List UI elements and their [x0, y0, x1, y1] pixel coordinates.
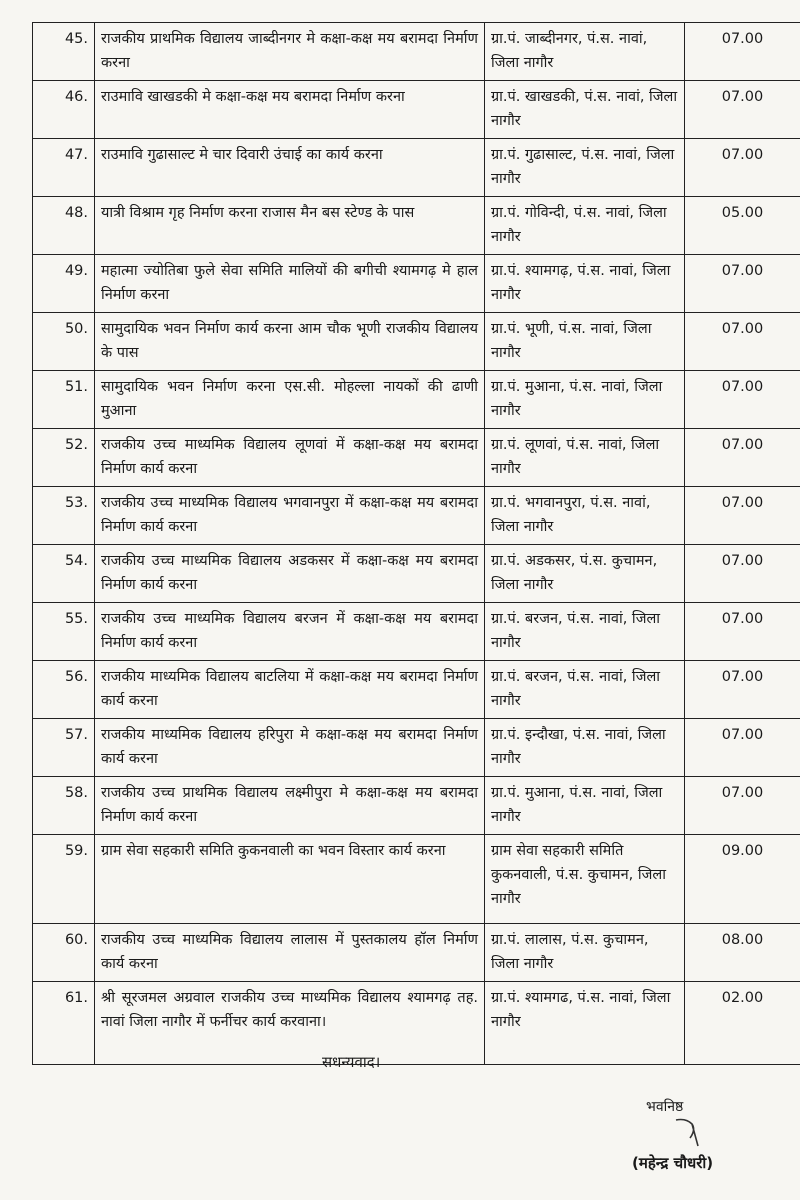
work-description: राउमावि गुढासाल्ट मे चार दिवारी उंचाई का कार्य करना [95, 139, 485, 197]
work-description: राजकीय उच्च माध्यमिक विद्यालय लूणवां में कक्षा-कक्ष मय बरामदा निर्माण कार्य करना [95, 429, 485, 487]
work-location: ग्राम सेवा सहकारी समिति कुकनवाली, पं.स. कुचामन, जिला नागौर [485, 835, 685, 924]
work-location: ग्रा.पं. लूणवां, पं.स. नावां, जिला नागौर [485, 429, 685, 487]
serial-number: 51. [33, 371, 95, 429]
serial-number: 46. [33, 81, 95, 139]
work-description: यात्री विश्राम गृह निर्माण करना राजास मैन बस स्टेण्ड के पास [95, 197, 485, 255]
serial-number: 53. [33, 487, 95, 545]
work-description: राजकीय माध्यमिक विद्यालय बाटलिया में कक्षा-कक्ष मय बरामदा निर्माण कार्य करना [95, 661, 485, 719]
serial-number: 52. [33, 429, 95, 487]
work-location: ग्रा.पं. अडकसर, पं.स. कुचामन, जिला नागौर [485, 545, 685, 603]
serial-number: 61. [33, 982, 95, 1065]
table-row [33, 545, 800, 603]
sanction-amount: 08.00 [685, 924, 800, 982]
table-row [33, 313, 800, 371]
work-location: ग्रा.पं. गोविन्दी, पं.स. नावां, जिला नागौर [485, 197, 685, 255]
sanction-amount: 07.00 [685, 139, 800, 197]
sanction-amount: 09.00 [685, 835, 800, 924]
table-row [33, 255, 800, 313]
sanction-amount: 07.00 [685, 313, 800, 371]
table-row [33, 661, 800, 719]
work-location: ग्रा.पं. भगवानपुरा, पं.स. नावां, जिला नागौर [485, 487, 685, 545]
table-row [33, 924, 800, 982]
table-row [33, 777, 800, 835]
work-location: ग्रा.पं. इन्दौखा, पं.स. नावां, जिला नागौर [485, 719, 685, 777]
work-description: राजकीय माध्यमिक विद्यालय हरिपुरा मे कक्षा-कक्ष मय बरामदा निर्माण कार्य करना [95, 719, 485, 777]
work-description: राजकीय उच्च माध्यमिक विद्यालय भगवानपुरा में कक्षा-कक्ष मय बरामदा निर्माण कार्य करना [95, 487, 485, 545]
table-row [33, 429, 800, 487]
sanction-amount: 07.00 [685, 429, 800, 487]
sanction-amount: 07.00 [685, 777, 800, 835]
serial-number: 59. [33, 835, 95, 924]
serial-number: 50. [33, 313, 95, 371]
closing-text: भवनिष्ठ [646, 1099, 684, 1115]
work-location: ग्रा.पं. मुआना, पं.स. नावां, जिला नागौर [485, 371, 685, 429]
work-description: राजकीय उच्च माध्यमिक विद्यालय बरजन में कक्षा-कक्ष मय बरामदा निर्माण कार्य करना [95, 603, 485, 661]
sanction-amount: 07.00 [685, 487, 800, 545]
serial-number: 49. [33, 255, 95, 313]
work-description: सामुदायिक भवन निर्माण करना एस.सी. मोहल्ला नायकों की ढाणी मुआना [95, 371, 485, 429]
work-location: ग्रा.पं. भूणी, पं.स. नावां, जिला नागौर [485, 313, 685, 371]
sanction-amount: 07.00 [685, 661, 800, 719]
work-location: ग्रा.पं. श्यामगढ़, पं.स. नावां, जिला नागौर [485, 255, 685, 313]
signature-mark [668, 1114, 708, 1150]
table-row [33, 603, 800, 661]
work-description: ग्राम सेवा सहकारी समिति कुकनवाली का भवन विस्तार कार्य करना [95, 835, 485, 924]
serial-number: 60. [33, 924, 95, 982]
work-description: राजकीय उच्च माध्यमिक विद्यालय अडकसर में कक्षा-कक्ष मय बरामदा निर्माण कार्य करना [95, 545, 485, 603]
table-row [33, 835, 800, 924]
sanction-amount: 05.00 [685, 197, 800, 255]
sanction-amount: 07.00 [685, 719, 800, 777]
serial-number: 55. [33, 603, 95, 661]
work-location: ग्रा.पं. गुढासाल्ट, पं.स. नावां, जिला नागौर [485, 139, 685, 197]
sanction-amount: 07.00 [685, 603, 800, 661]
work-location: ग्रा.पं. बरजन, पं.स. नावां, जिला नागौर [485, 603, 685, 661]
thanks-text: सधन्यवाद। [322, 1053, 381, 1071]
serial-number: 56. [33, 661, 95, 719]
table-row [33, 371, 800, 429]
work-description: श्री सूरजमल अग्रवाल राजकीय उच्च माध्यमिक विद्यालय श्यामगढ़ तह. नावां जिला नागौर में फर्नीचर कार्य करवाना। [95, 982, 485, 1065]
work-description: राजकीय उच्च माध्यमिक विद्यालय लालास में पुस्तकालय हॉल निर्माण कार्य करना [95, 924, 485, 982]
serial-number: 45. [33, 23, 95, 81]
work-location: ग्रा.पं. श्यामगढ, पं.स. नावां, जिला नागौर [485, 982, 685, 1065]
serial-number: 47. [33, 139, 95, 197]
sanction-amount: 07.00 [685, 23, 800, 81]
work-description: राजकीय प्राथमिक विद्यालय जाब्दीनगर मे कक्षा-कक्ष मय बरामदा निर्माण करना [95, 23, 485, 81]
work-description: महात्मा ज्योतिबा फुले सेवा समिति मालियों की बगीची श्यामगढ़ मे हाल निर्माण करना [95, 255, 485, 313]
work-location: ग्रा.पं. मुआना, पं.स. नावां, जिला नागौर [485, 777, 685, 835]
serial-number: 58. [33, 777, 95, 835]
table-row [33, 197, 800, 255]
sanction-amount: 07.00 [685, 545, 800, 603]
table-row [33, 81, 800, 139]
sanction-amount: 02.00 [685, 982, 800, 1065]
serial-number: 57. [33, 719, 95, 777]
sanction-amount: 07.00 [685, 371, 800, 429]
works-table-body [33, 23, 800, 1065]
table-row [33, 487, 800, 545]
signatory-name: (महेन्द्र चौधरी) [632, 1154, 714, 1172]
work-description: सामुदायिक भवन निर्माण कार्य करना आम चौक भूणी राजकीय विद्यालय के पास [95, 313, 485, 371]
work-location: ग्रा.पं. खाखडकी, पं.स. नावां, जिला नागौर [485, 81, 685, 139]
work-description: राजकीय उच्च प्राथमिक विद्यालय लक्ष्मीपुरा मे कक्षा-कक्ष मय बरामदा निर्माण कार्य करना [95, 777, 485, 835]
works-table [32, 22, 800, 1065]
table-row [33, 139, 800, 197]
table-row [33, 23, 800, 81]
table-row [33, 982, 800, 1065]
serial-number: 54. [33, 545, 95, 603]
work-location: ग्रा.पं. जाब्दीनगर, पं.स. नावां, जिला नागौर [485, 23, 685, 81]
work-location: ग्रा.पं. लालास, पं.स. कुचामन, जिला नागौर [485, 924, 685, 982]
serial-number: 48. [33, 197, 95, 255]
work-description: राउमावि खाखडकी मे कक्षा-कक्ष मय बरामदा निर्माण करना [95, 81, 485, 139]
work-location: ग्रा.पं. बरजन, पं.स. नावां, जिला नागौर [485, 661, 685, 719]
sanction-amount: 07.00 [685, 81, 800, 139]
table-row [33, 719, 800, 777]
sanction-amount: 07.00 [685, 255, 800, 313]
